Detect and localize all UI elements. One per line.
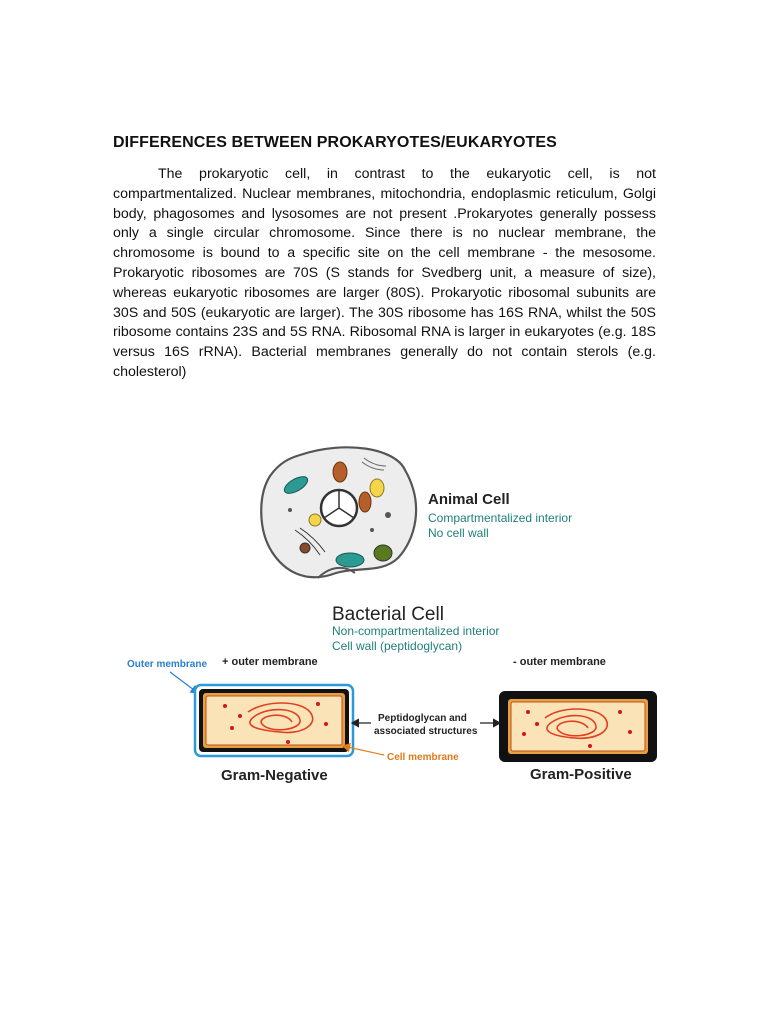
bacterial-cell-line1: Non-compartmentalized interior — [332, 624, 500, 638]
gram-negative-cell — [195, 685, 353, 756]
cell-membrane-label: Cell membrane — [387, 752, 459, 763]
minus-outer-membrane-label: - outer membrane — [513, 656, 606, 668]
bacterial-cell-title: Bacterial Cell — [332, 604, 444, 625]
outer-membrane-label: Outer membrane — [127, 659, 208, 670]
gram-negative-label: Gram-Negative — [221, 767, 328, 784]
gram-positive-cell — [499, 691, 657, 762]
animal-cell-line1: Compartmentalized interior — [428, 511, 573, 525]
peptidoglycan-label-2: associated structures — [374, 726, 478, 737]
animal-cell-line2: No cell wall — [428, 526, 489, 540]
paragraph-text: The prokaryotic cell, in contrast to the eukaryotic cell, is not compartmentalized. Nuclear membranes, mitochondria, endoplasmic reticulum, Golgi body, phagosomes and lysosomes are not present .Prokaryotes generally possess only a single circular chromosome. Since there is no nuclear membrane, the chromosome is bound to a specific site on the cell membrane - the mesosome. Prokaryotic ribosomes are 70S (S stands for Svedberg unit, a measure of size), whereas eukaryotic ribosomes are larger (80S). Prokaryotic ribosomal subunits are 30S and 50S (eukaryotic are larger). The 30S ribosome has 16S RNA, whilst the 50S ribosome contains 23S and 5S RNA. Ribosomal RNA is larger in eukaryotes (e.g. 18S versus 16S rRNA). Bacterial membranes generally do not contain sterols (e.g. cholesterol) — [113, 166, 656, 380]
animal-cell-title: Animal Cell — [428, 491, 510, 508]
peptidoglycan-label-1: Peptidoglycan and — [378, 713, 467, 724]
bacterial-cell-line2: Cell wall (peptidoglycan) — [332, 639, 463, 653]
gram-positive-label: Gram-Positive — [530, 766, 632, 783]
animal-cell-illustration — [261, 447, 416, 578]
plus-outer-membrane-label: + outer membrane — [222, 656, 318, 668]
page-title: DIFFERENCES BETWEEN PROKARYOTES/EUKARYOTES — [113, 134, 557, 151]
